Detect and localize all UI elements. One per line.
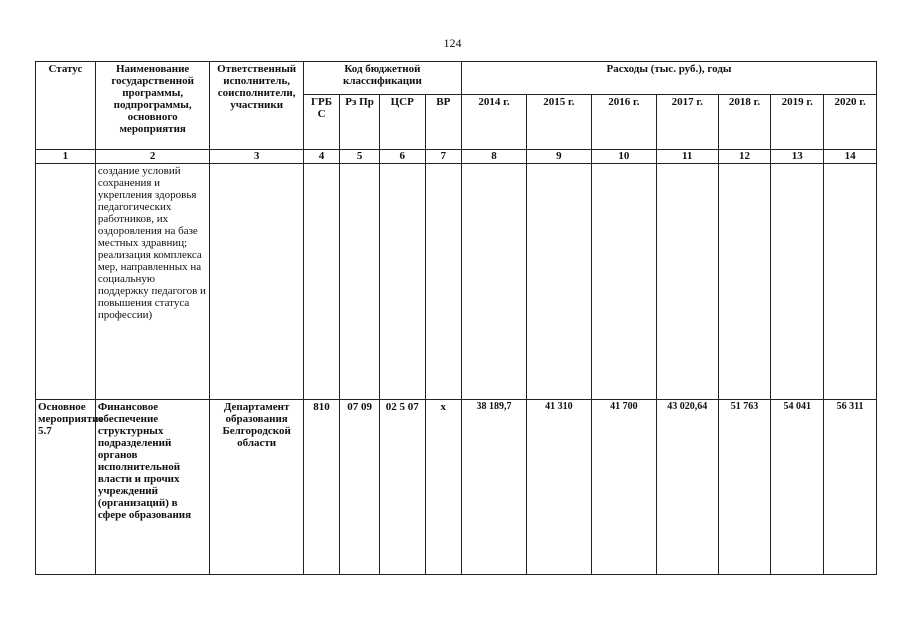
table-row (36, 164, 877, 400)
cell-value: 41 310 (526, 400, 591, 575)
cell-value: 43 020,64 (656, 400, 718, 575)
cell-value (824, 164, 877, 400)
header-year: 2018 г. (718, 95, 771, 150)
column-number: 11 (656, 150, 718, 164)
column-number: 6 (379, 150, 425, 164)
column-number: 9 (526, 150, 591, 164)
column-number: 2 (95, 150, 210, 164)
cell-value (526, 164, 591, 400)
header-rzpr: Рз Пр (340, 95, 380, 150)
header-budget-code: Код бюджетной классификации (303, 62, 461, 95)
cell-vr (425, 164, 462, 400)
cell-grbs: 810 (303, 400, 340, 575)
header-name: Наименование государственной программы, подпрограммы, основного мероприятия (95, 62, 210, 150)
column-number: 13 (771, 150, 824, 164)
cell-vr: х (425, 400, 462, 575)
header-status: Статус (36, 62, 96, 150)
cell-status: Основное мероприятие 5.7 (36, 400, 96, 575)
cell-value (771, 164, 824, 400)
cell-name: Финансовое обеспечение структурных подразделений органов исполнительной власти и прочих учреждений (организаций) в сфере образования (95, 400, 210, 575)
cell-value: 41 700 (591, 400, 656, 575)
header-year: 2020 г. (824, 95, 877, 150)
column-number: 4 (303, 150, 340, 164)
column-number: 14 (824, 150, 877, 164)
table-row (36, 400, 877, 575)
header-year: 2015 г. (526, 95, 591, 150)
header-csr: ЦСР (379, 95, 425, 150)
header-vr: ВР (425, 95, 462, 150)
cell-grbs (303, 164, 340, 400)
header-year: 2016 г. (591, 95, 656, 150)
cell-value (462, 164, 527, 400)
column-number: 5 (340, 150, 380, 164)
header-grbs: ГРБ С (303, 95, 340, 150)
header-year: 2014 г. (462, 95, 527, 150)
cell-csr (379, 164, 425, 400)
cell-responsible (210, 164, 303, 400)
cell-status (36, 164, 96, 400)
cell-value: 54 041 (771, 400, 824, 575)
column-number: 3 (210, 150, 303, 164)
page-number: 124 (443, 36, 462, 50)
cell-csr: 02 5 07 (379, 400, 425, 575)
cell-rzpr (340, 164, 380, 400)
cell-value: 56 311 (824, 400, 877, 575)
cell-rzpr: 07 09 (340, 400, 380, 575)
cell-name: создание условий сохранения и укрепления здоровья педагогических работников, их оздоровления на базе местных здравниц; реализация комплекса мер, направленных на социальную поддержку педагогов и повышения статуса профессии) (95, 164, 210, 400)
header-responsible: Ответственный исполнитель, соисполнители, участники (210, 62, 303, 150)
column-number: 1 (36, 150, 96, 164)
column-number-row (36, 150, 877, 164)
cell-responsible: Департамент образования Белгородской области (210, 400, 303, 575)
budget-table (35, 61, 877, 575)
column-number: 10 (591, 150, 656, 164)
cell-value (656, 164, 718, 400)
column-number: 7 (425, 150, 462, 164)
cell-value (591, 164, 656, 400)
cell-value (718, 164, 771, 400)
cell-value: 38 189,7 (462, 400, 527, 575)
header-year: 2019 г. (771, 95, 824, 150)
column-number: 8 (462, 150, 527, 164)
header-year: 2017 г. (656, 95, 718, 150)
cell-value: 51 763 (718, 400, 771, 575)
column-number: 12 (718, 150, 771, 164)
header-expenses: Расходы (тыс. руб.), годы (462, 62, 877, 95)
